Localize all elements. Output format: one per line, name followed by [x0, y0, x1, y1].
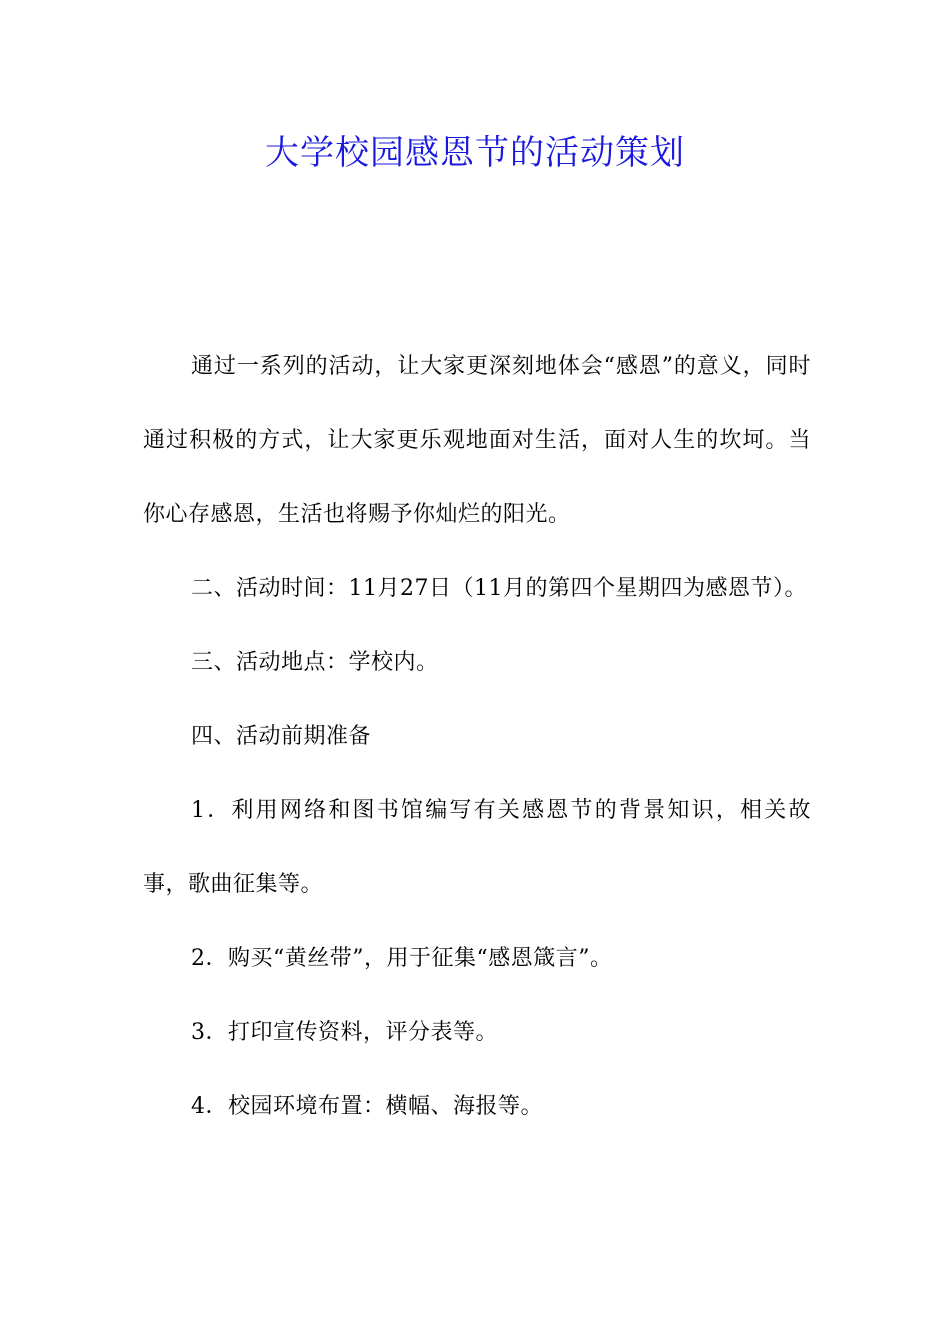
document-title: 大学校园感恩节的活动策划	[265, 133, 685, 173]
paragraph-intro: 通过一系列的活动，让大家更深刻地体会“感恩”的意义，同时通过积极的方式，让大家更乐观地面对生活，面对人生的坎坷。当你心存感恩，生活也将赐予你灿烂的阳光。	[143, 354, 811, 527]
paragraph-prep-item-1: 1．利用网络和图书馆编写有关感恩节的背景知识，相关故事，歌曲征集等。	[143, 798, 811, 897]
paragraph-prep-item-3: 3．打印宣传资料，评分表等。	[191, 1020, 498, 1045]
paragraph-prep-item-2: 2．购买“黄丝带”，用于征集“感恩箴言”。	[191, 946, 613, 971]
paragraph-activity-location: 三、活动地点：学校内。	[191, 650, 439, 675]
paragraph-preparation-heading: 四、活动前期准备	[191, 724, 372, 749]
document-body	[143, 330, 811, 1144]
paragraph-prep-item-4: 4．校园环境布置：横幅、海报等。	[191, 1094, 543, 1119]
paragraph-activity-time: 二、活动时间：11月27日（11月的第四个星期四为感恩节）。	[191, 576, 807, 601]
